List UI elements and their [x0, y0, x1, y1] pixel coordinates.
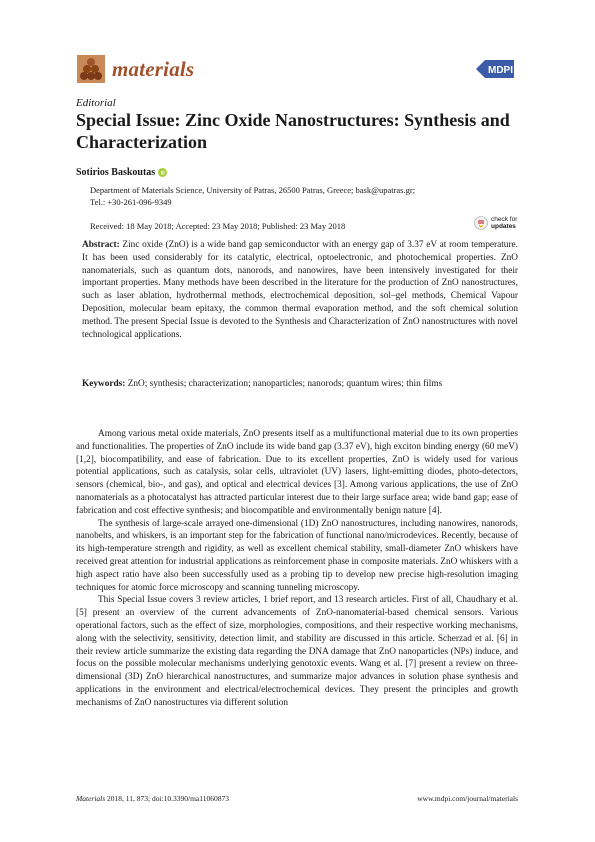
author-block [76, 167, 167, 178]
keywords-label: Keywords: [82, 379, 126, 389]
body-paragraph: Among various metal oxide materials, ZnO presents itself as a multifunctional material due to its own properties and functionalities. The properties of ZnO include its wide band gap (3.37 eV), high exciton binding energy (60 meV) [1,2], biocompatibility, and ease of fabrication. Due to its excellent properties, ZnO is widely used for various potential applications, such as catalysis, solar cells, ultraviolet (UV) lasers, light-emitting diodes, photo-detectors, sensors (chemical, bio-, and gas), and optical and electrical devices [3]. Among various applications, the use of ZnO nanomaterials as a photocatalyst has attracted particular interest due to their large surface area; wide band gap; ease of fabrication and cost effective synthesis; and biocompatible and environmentally benign nature [4]. [76, 429, 518, 516]
body-paragraph: The synthesis of large-scale arrayed one-dimensional (1D) ZnO nanostructures, including nanowires, nanorods, nanobelts, and whiskers, is an important step for the fabrication of functional nano/microdevices. Recently, because of its high-temperature strength and rigidity, as well as excellent chemical stability, small-diameter ZnO whiskers have received great attention for industrial applications as reinforcement phase in composite materials. ZnO whiskers with a high aspect ratio have also been successfully used as a probing tip to develop new precise high-resolution imaging techniques for atomic force microscopy and scanning tunneling microscopy. [76, 518, 518, 593]
footer-citation [76, 794, 229, 803]
footer-journal: Materials [76, 794, 106, 803]
article-dates: Received: 18 May 2018; Accepted: 23 May 2018; Published: 23 May 2018 [90, 221, 346, 231]
affiliation [90, 184, 510, 208]
check-updates-line1: check for [491, 216, 518, 223]
journal-name: materials [112, 56, 195, 81]
check-for-updates-badge[interactable] [474, 210, 524, 236]
footer-url[interactable]: www.mdpi.com/journal/materials [417, 794, 518, 803]
mdpi-logo-icon [472, 58, 518, 80]
check-updates-icon [474, 216, 488, 230]
author-name: Sotirios Baskoutas [76, 167, 156, 178]
materials-logo-icon [76, 54, 106, 84]
article-type: Editorial [76, 97, 116, 109]
affiliation-line: Department of Materials Science, University of Patras, 26500 Patras, Greece; bask@upatras.gr; [90, 185, 416, 195]
publisher-name: MDPI [488, 65, 513, 76]
paper-title: Special Issue: Zinc Oxide Nanostructures: Synthesis and Characterization [76, 110, 510, 152]
footer-citation-text: 2018, 11, 873; doi:10.3390/ma11060873 [107, 794, 229, 803]
affiliation-phone: Tel.: +30-261-096-9349 [90, 197, 172, 207]
abstract [82, 239, 518, 341]
body-paragraph: This Special Issue covers 3 review articles, 1 brief report, and 13 research articles. First of all, Chaudhary et al. [5] present an overview of the current advancements of ZnO-nanomaterial-based chemical sensors. Various operational factors, such as the effect of size, morphologies, compositions, and their respective working mechanisms, along with the selectivity, sensitivity, detection limit, and stability are discussed in this article. Scherzad et al. [6] in their review article summarize the existing data regarding the DNA damage that ZnO nanoparticles (NPs) induce, and focus on the possible molecular mechanisms underlying genotoxic events. Wang et al. [7] present a review on three-dimensional (3D) ZnO hierarchical nanostructures, and summarize major advances in solution phase synthesis and applications in the environment and electrical/electrochemical devices. They present the principles and growth mechanisms of ZnO nanostructures via different solution [76, 595, 518, 708]
keywords [82, 378, 518, 391]
abstract-label: Abstract: [82, 240, 120, 250]
body-text [76, 428, 518, 710]
orcid-icon[interactable] [158, 168, 167, 177]
keywords-text: ZnO; synthesis; characterization; nanoparticles; nanorods; quantum wires; thin films [127, 379, 443, 389]
abstract-text: Zinc oxide (ZnO) is a wide band gap semiconductor with an energy gap of 3.37 eV at room temperature. It has been used considerably for its catalytic, electrical, optoelectronic, and photochemical properties. ZnO nanomaterials, such as quantum dots, nanorods, and nanowires, have been intensively investigated for their important properties. Many methods have been described in the literature for the production of ZnO nanostructures, such as laser ablation, hydrothermal methods, electrochemical deposition, sol–gel methods, Chemical Vapour Deposition, molecular beam epitaxy, the common thermal evaporation method, and the soft chemical solution method. The present Special Issue is devoted to the Synthesis and Characterization of ZnO nanostructures with novel technological applications. [82, 240, 518, 340]
check-updates-line2: updates [491, 223, 516, 230]
journal-logo [76, 53, 194, 85]
